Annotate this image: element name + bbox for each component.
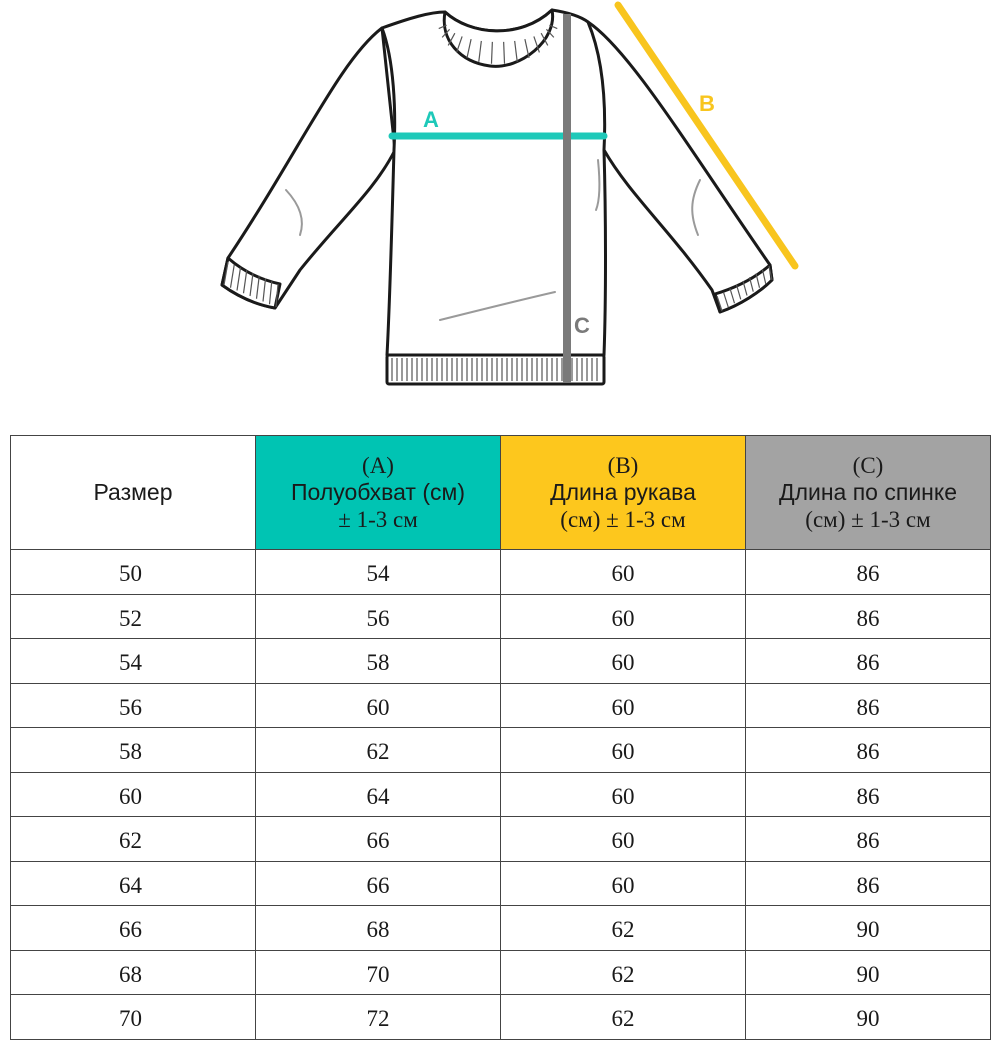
- header-a: [256, 436, 501, 550]
- cell-b: 60: [501, 639, 746, 684]
- cell-b: 60: [501, 683, 746, 728]
- cell-size: 70: [11, 995, 256, 1040]
- table-row: [11, 639, 991, 684]
- measure-a-label: A: [423, 107, 439, 132]
- cell-c: 86: [746, 550, 991, 595]
- cell-size: 52: [11, 594, 256, 639]
- cell-b: 62: [501, 950, 746, 995]
- cell-a: 58: [256, 639, 501, 684]
- cell-c: 90: [746, 995, 991, 1040]
- header-a-tolerance: ± 1-3 см: [338, 507, 418, 532]
- header-a-code: (A): [362, 453, 394, 478]
- cell-b: 60: [501, 817, 746, 862]
- header-b-tolerance: (см) ± 1-3 см: [560, 507, 686, 532]
- header-c-title: Длина по спинке: [779, 479, 957, 505]
- header-row: [11, 436, 991, 550]
- table-row: [11, 772, 991, 817]
- header-c: [746, 436, 991, 550]
- table-row: [11, 817, 991, 862]
- cell-a: 60: [256, 683, 501, 728]
- cell-b: 62: [501, 995, 746, 1040]
- header-b-title: Длина рукава: [550, 479, 696, 505]
- cell-size: 62: [11, 817, 256, 862]
- cell-a: 68: [256, 906, 501, 951]
- table-row: [11, 683, 991, 728]
- cell-size: 50: [11, 550, 256, 595]
- cell-size: 56: [11, 683, 256, 728]
- header-b-code: (B): [607, 453, 639, 478]
- cell-c: 86: [746, 594, 991, 639]
- table-row: [11, 728, 991, 773]
- cell-b: 62: [501, 906, 746, 951]
- table-row: [11, 594, 991, 639]
- cell-a: 70: [256, 950, 501, 995]
- cell-size: 66: [11, 906, 256, 951]
- cell-a: 56: [256, 594, 501, 639]
- table-row: [11, 906, 991, 951]
- cell-size: 54: [11, 639, 256, 684]
- sweatshirt-diagram: [0, 0, 1000, 410]
- cell-c: 86: [746, 772, 991, 817]
- header-c-code: (C): [852, 453, 884, 478]
- cell-a: 54: [256, 550, 501, 595]
- cell-c: 86: [746, 639, 991, 684]
- cell-c: 90: [746, 906, 991, 951]
- cell-size: 64: [11, 861, 256, 906]
- cell-b: 60: [501, 728, 746, 773]
- cell-a: 64: [256, 772, 501, 817]
- cell-a: 72: [256, 995, 501, 1040]
- cell-size: 58: [11, 728, 256, 773]
- measure-c-label: C: [574, 313, 590, 338]
- cell-size: 60: [11, 772, 256, 817]
- cell-c: 90: [746, 950, 991, 995]
- measure-b-label: B: [699, 91, 715, 116]
- cell-b: 60: [501, 594, 746, 639]
- cell-b: 60: [501, 861, 746, 906]
- size-table: [10, 435, 991, 1040]
- sweatshirt-outline: [222, 10, 772, 384]
- table-row: [11, 550, 991, 595]
- table-row: [11, 995, 991, 1040]
- table-row: [11, 861, 991, 906]
- table-row: [11, 950, 991, 995]
- cell-b: 60: [501, 772, 746, 817]
- cell-b: 60: [501, 550, 746, 595]
- cell-c: 86: [746, 728, 991, 773]
- header-b: [501, 436, 746, 550]
- header-a-title: Полуобхват (см): [291, 479, 465, 505]
- cell-c: 86: [746, 861, 991, 906]
- cell-c: 86: [746, 683, 991, 728]
- cell-a: 66: [256, 817, 501, 862]
- header-size: Размер: [11, 436, 256, 550]
- cell-size: 68: [11, 950, 256, 995]
- cell-a: 66: [256, 861, 501, 906]
- cell-c: 86: [746, 817, 991, 862]
- header-c-tolerance: (см) ± 1-3 см: [805, 507, 931, 532]
- cell-a: 62: [256, 728, 501, 773]
